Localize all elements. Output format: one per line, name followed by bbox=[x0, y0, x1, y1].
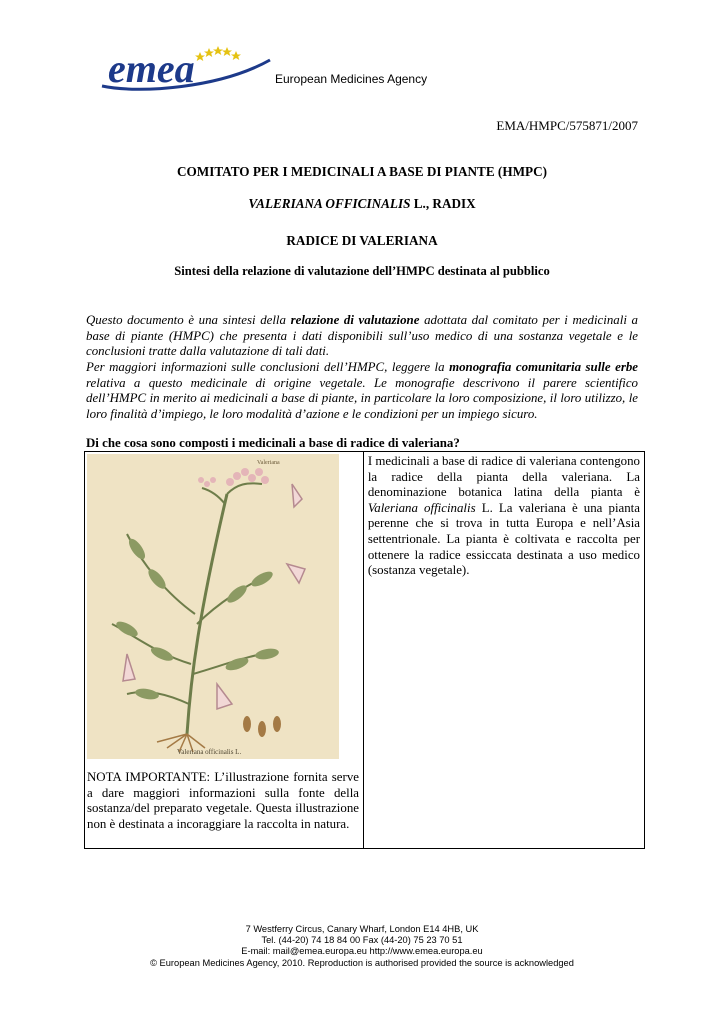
committee-title: COMITATO PER I MEDICINALI A BASE DI PIANTE (HMPC) bbox=[176, 164, 547, 179]
footer-phone: Tel. (44-20) 74 18 84 00 Fax (44-20) 75 23 70 51 bbox=[261, 935, 463, 946]
emea-logo bbox=[100, 38, 275, 96]
intro-paragraph-2 bbox=[86, 360, 638, 422]
document-reference: EMA/HMPC/575871/2007 bbox=[496, 118, 638, 133]
agency-name: European Medicines Agency bbox=[275, 72, 428, 86]
description-text: I medicinali a base di radice di valeriana contengono la radice della pianta della valeriana. La denominazione botanica latina della pianta è bbox=[367, 454, 640, 500]
description-cell bbox=[363, 452, 644, 849]
common-name-title: RADICE DI VALERIANA bbox=[286, 233, 438, 248]
svg-text:emea: emea bbox=[108, 46, 195, 91]
latin-name-suffix: L., RADIX bbox=[410, 196, 476, 211]
latin-name-italic: VALERIANA OFFICINALIS bbox=[248, 196, 411, 211]
intro-text: Questo documento è una sintesi della bbox=[86, 313, 291, 327]
summary-title: Sintesi della relazione di valutazione dell’HMPC destinata al pubblico bbox=[174, 264, 550, 278]
footer-address: 7 Westferry Circus, Canary Wharf, London E14 4HB, UK bbox=[245, 924, 479, 934]
svg-text:Valeriana officinalis L.: Valeriana officinalis L. bbox=[177, 748, 242, 756]
footer bbox=[0, 924, 724, 969]
intro-text: relativa a questo medicinale di origine vegetale. Le monografie descrivono il parere scientifico dell’HMPC in merito ai medicinali a base di piante, in particolare la loro composizione, il loro utilizzo, le loro finalità d’impiego, le loro modalità d’azione e le condizioni per un impiego sicuro. bbox=[86, 375, 638, 421]
composition-table bbox=[84, 451, 645, 849]
latin-name-title bbox=[0, 196, 724, 212]
botanical-illustration-icon bbox=[87, 454, 339, 759]
description-text: L. La valeriana è una pianta perenne che si trova in tutta Europa e nell’Asia settentrionale. La pianta è coltivata e raccolta per ottenere la radice essiccata destinata a uso medico (sostanza vegetale). bbox=[367, 500, 640, 578]
botanical-name: Valeriana officinalis bbox=[367, 500, 476, 515]
section-question: Di che cosa sono composti i medicinali a base di radice di valeriana? bbox=[86, 436, 460, 450]
intro-paragraph-1 bbox=[86, 313, 638, 360]
star-icon-group bbox=[195, 46, 241, 61]
illustration-cell bbox=[85, 452, 364, 849]
intro-text: Per maggiori informazioni sulle conclusioni dell’HMPC, leggere la bbox=[86, 360, 450, 374]
intro-text: adottata dal comitato per i medicinali a base di piante (HMPC) che presenta i dati disponibili sull’uso medico di una sostanza vegetale e le conclusioni tratte dalla valutazione di tali dati. bbox=[86, 313, 638, 359]
footer-contact[interactable]: E-mail: mail@emea.europa.eu http://www.emea.europa.eu bbox=[241, 946, 483, 957]
footer-copyright: © European Medicines Agency, 2010. Reproduction is authorised provided the source is acknowledged bbox=[150, 957, 574, 968]
composition-description bbox=[364, 452, 644, 579]
monograph-link[interactable]: monografia comunitaria sulle erbe bbox=[449, 360, 639, 374]
assessment-report-link[interactable]: relazione di valutazione bbox=[290, 313, 420, 327]
svg-text:Valeriana: Valeriana bbox=[257, 460, 280, 466]
important-note: NOTA IMPORTANTE: L’illustrazione fornita serve a dare maggiori informazioni sulla fonte della sostanza/del preparato vegetale. Questa illustrazione non è destinata a incoraggiare la raccolta in natura. bbox=[87, 770, 359, 831]
